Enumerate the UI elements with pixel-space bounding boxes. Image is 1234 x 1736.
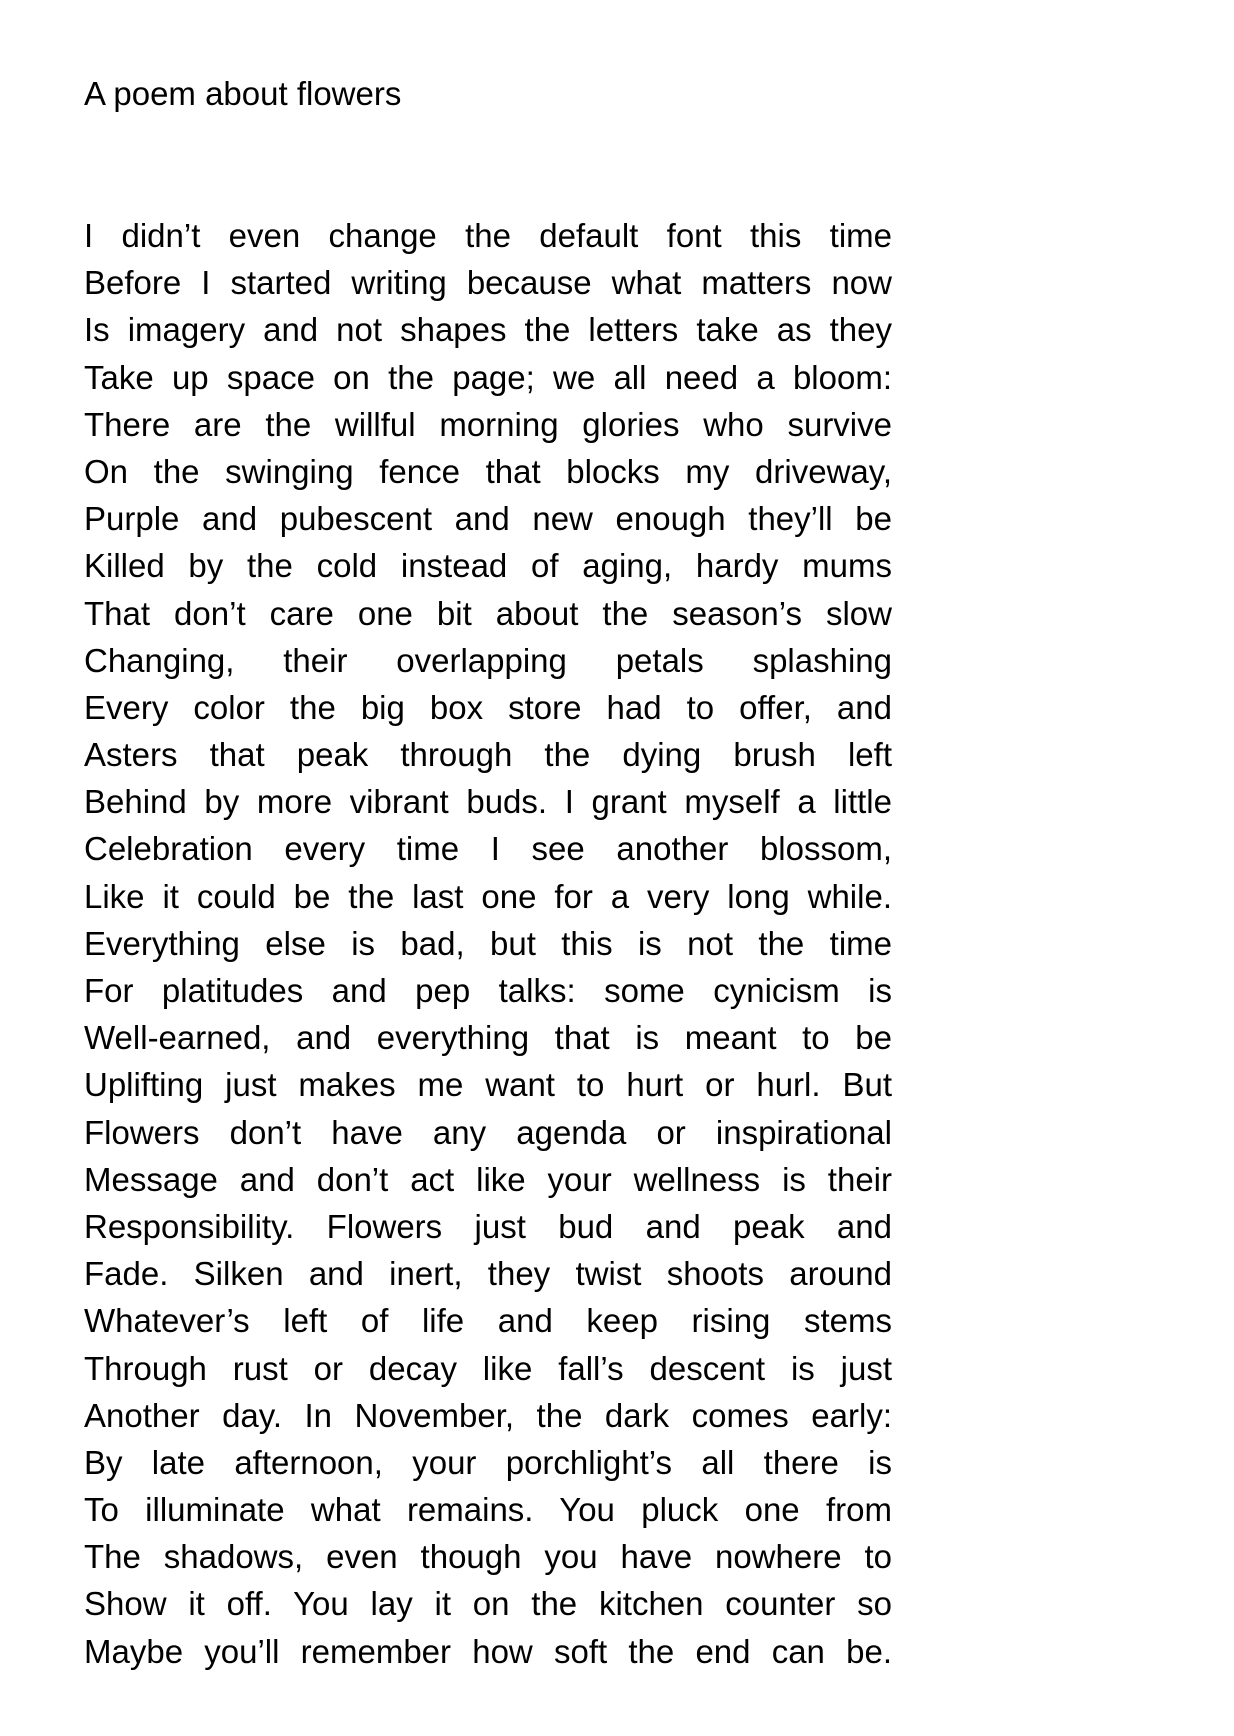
poem-line: Changing, their overlapping petals splashing xyxy=(84,641,892,679)
poem-line: Everything else is bad, but this is not the time xyxy=(84,924,892,962)
poem-line: On the swinging fence that blocks my driveway, xyxy=(84,452,892,490)
poem-line: Every color the big box store had to offer, and xyxy=(84,688,892,726)
poem-line: Is imagery and not shapes the letters take as they xyxy=(84,311,892,349)
poem-line: That don’t care one bit about the season’s slow xyxy=(84,594,892,632)
poem-line: Like it could be the last one for a very long while. xyxy=(84,877,892,915)
poem-line: Responsibility. Flowers just bud and peak and xyxy=(84,1207,892,1245)
poem-line: Maybe you’ll remember how soft the end can be. xyxy=(84,1632,892,1670)
poem-line: Purple and pubescent and new enough they’ll be xyxy=(84,500,892,538)
poem-line: Flowers don’t have any agenda or inspirational xyxy=(84,1113,892,1151)
poem-line: Well-earned, and everything that is meant to be xyxy=(84,1019,892,1057)
poem-line: The shadows, even though you have nowhere to xyxy=(84,1538,892,1576)
poem-line: Show it off. You lay it on the kitchen counter so xyxy=(84,1585,892,1623)
poem-line: Behind by more vibrant buds. I grant myself a little xyxy=(84,783,892,821)
poem-line: Whatever’s left of life and keep rising stems xyxy=(84,1302,892,1340)
poem-line: Celebration every time I see another blossom, xyxy=(84,830,892,868)
poem-line: Uplifting just makes me want to hurt or hurl. But xyxy=(84,1066,892,1104)
poem-line: Asters that peak through the dying brush left xyxy=(84,736,892,774)
poem-line: Fade. Silken and inert, they twist shoots around xyxy=(84,1255,892,1293)
poem-line: Through rust or decay like fall’s descent is just xyxy=(84,1349,892,1387)
poem-line: Message and don’t act like your wellness is their xyxy=(84,1160,892,1198)
poem-line: By late afternoon, your porchlight’s all there is xyxy=(84,1443,892,1481)
poem-line: To illuminate what remains. You pluck one from xyxy=(84,1491,892,1529)
poem-line: There are the willful morning glories who survive xyxy=(84,405,892,443)
poem-line: Killed by the cold instead of aging, hardy mums xyxy=(84,547,892,585)
poem-body xyxy=(84,212,892,1675)
poem-line: Another day. In November, the dark comes early: xyxy=(84,1396,892,1434)
poem-line: Before I started writing because what matters now xyxy=(84,264,892,302)
poem-line: For platitudes and pep talks: some cynicism is xyxy=(84,972,892,1009)
poem-line: Take up space on the page; we all need a bloom: xyxy=(84,358,892,396)
poem-line: I didn’t even change the default font this time xyxy=(84,217,892,254)
poem-title: A poem about flowers xyxy=(84,75,402,112)
